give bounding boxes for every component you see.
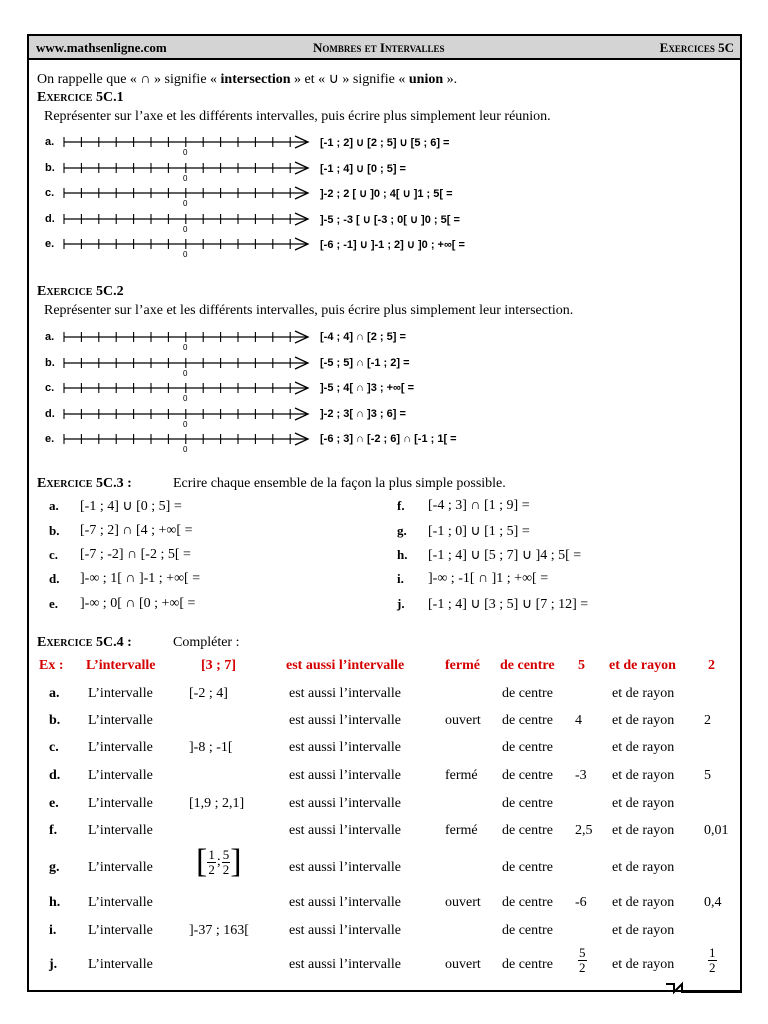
ex4-row-interval: [1,9 ; 2,1] [189,796,245,811]
ex4-title: Exercice 5C.4 : [37,635,132,650]
ex4-row-rayon-label: et de rayon [612,796,675,811]
ex4-row-centre-label: de centre [502,796,553,811]
ex4-row-letter: b. [49,713,61,728]
intro-text-4: » signifie « [342,72,406,87]
ex4-row-rayon: 2 [704,713,711,728]
ex2-instruction: Représenter sur l’axe et les différents intervalles, puis écrire plus simplement leur intersection. [44,303,574,318]
fraction-b-numerator: 5 [222,846,230,862]
ex4-row-rayon-label: et de rayon [612,957,675,972]
ex1-number-line-3 [62,211,312,235]
ex2-row-letter: d. [45,407,55,420]
ex4-row-centre-label: de centre [502,895,553,910]
fraction-a [207,848,216,877]
ex1-number-line-4 [62,236,312,260]
ex3-left-letter: c. [49,547,59,562]
intro-line [37,71,457,88]
ex3-right-letter: j. [397,596,405,611]
ex2-row-letter: c. [45,382,55,394]
ex4-row-rayon-label: et de rayon [612,686,675,701]
ex4-row-centre-label: de centre [502,713,553,728]
ex4-row-centre-label: de centre [502,740,553,755]
ex4-row-aussi: est aussi l’intervalle [289,768,401,783]
ex4-row-label: L’intervalle [88,686,153,701]
ex4-row-rayon-label: et de rayon [612,823,675,838]
ex4-example-rayon: 2 [708,658,715,673]
ex3-right-letter: i. [397,571,404,586]
ex4-row-type: ouvert [445,957,481,972]
ex4-row-label: L’intervalle [88,957,153,972]
axis-zero-label: 0 [183,445,188,454]
ex4-row-letter: i. [49,923,57,938]
exercise-code: Exercices 5C [659,40,734,55]
ex4-row-aussi: est aussi l’intervalle [289,957,401,972]
ex4-row-aussi: est aussi l’intervalle [289,923,401,938]
ex4-row-aussi: est aussi l’intervalle [289,740,401,755]
page-header [27,34,742,60]
ex4-row-rayon-label: et de rayon [612,768,675,783]
ex4-example-centre: 5 [578,658,585,673]
ex4-row-letter: j. [49,957,58,972]
ex4-row-aussi: est aussi l’intervalle [289,895,401,910]
intro-text-2: » signifie « [154,72,218,87]
ex4-row-label: L’intervalle [88,860,153,875]
ex4-row-letter: g. [49,860,60,875]
axis-zero-label: 0 [183,419,188,429]
intro-text-3: » et « [294,72,326,87]
ex2-row-expression: ]-2 ; 3[ ∩ ]3 ; 6] = [320,407,406,420]
ex4-row-rayon-label: et de rayon [612,860,675,875]
axis-zero-label: 0 [183,394,188,403]
ex4-row-rayon-label: et de rayon [612,895,675,910]
ex2-row-letter: e. [45,433,55,445]
ex4-row-centre-label: de centre [502,686,553,701]
ex1-row-expression: ]-5 ; -3 [ ∪ [-3 ; 0[ ∪ ]0 ; 5[ = [320,213,460,226]
ex4-row-centre-label: de centre [502,923,553,938]
axis-zero-label: 0 [183,250,188,259]
ex4-row-centre-fraction [578,946,587,975]
ex3-left-expression: [-7 ; 2] ∩ [4 ; +∞[ = [80,523,193,538]
intro-text-5: ». [446,72,458,87]
ex2-row-expression: ]-5 ; 4[ ∩ ]3 ; +∞[ = [320,382,415,394]
fraction-b [222,848,231,877]
ex1-row-expression: ]-2 ; 2 [ ∪ ]0 ; 4[ ∪ ]1 ; 5[ = [320,188,453,200]
ex3-right-letter: h. [397,547,408,562]
ex3-right-expression: [-4 ; 3] ∩ [1 ; 9] = [428,498,530,513]
ex4-row-aussi: est aussi l’intervalle [289,796,401,811]
ex4-row-interval: ]-8 ; -1[ [189,740,233,755]
ex3-title: Exercice 5C.3 : [37,476,132,491]
ex4-row-centre-label: de centre [502,957,553,972]
ex4-row-letter: a. [49,686,60,701]
ex1-row-letter: b. [45,161,55,174]
ex1-title: Exercice 5C.1 [37,90,124,105]
axis-zero-label: 0 [183,368,188,378]
ex4-row-rayon-label: et de rayon [612,740,675,755]
ex4-example-interval: [3 ; 7] [201,658,236,673]
ex2-number-line-0 [62,329,312,353]
ex4-row-type: fermé [445,823,478,838]
ex4-row-centre: -3 [575,768,587,783]
ex2-title: Exercice 5C.2 [37,284,124,299]
ex4-example-label: L’intervalle [86,658,156,673]
ex4-row-type: ouvert [445,895,481,910]
ex1-row-expression: [-1 ; 4] ∪ [0 ; 5] = [320,162,406,175]
ex2-number-line-1 [62,355,312,379]
ex1-row-letter: a. [45,136,55,148]
ex3-left-letter: b. [49,523,60,538]
ex4-example-rayon-label: et de rayon [609,658,676,673]
ex4-row-letter: e. [49,796,59,811]
ex4-row-label: L’intervalle [88,823,153,838]
ex4-row-letter: f. [49,823,58,838]
ex1-row-letter: d. [45,212,55,225]
ex3-right-expression: [-1 ; 4] ∪ [5 ; 7] ∪ ]4 ; 5[ = [428,548,582,563]
ex2-number-line-4 [62,431,312,455]
ex3-left-expression: [-1 ; 4] ∪ [0 ; 5] = [80,499,182,514]
axis-zero-label: 0 [183,199,188,208]
fraction-a-denominator: 2 [208,861,215,877]
ex1-number-line-1 [62,160,312,184]
page-title: Nombres et Intervalles [313,40,445,55]
ex4-row-interval-fraction [196,845,242,879]
left-bracket: [ [196,843,208,880]
ex4-row-rayon-fraction [708,946,717,975]
ex4-example-letter: Ex : [39,658,64,673]
ex4-row-aussi: est aussi l’intervalle [289,823,401,838]
ex4-row-centre-label: de centre [502,860,553,875]
ex4-row-label: L’intervalle [88,895,153,910]
ex4-row-label: L’intervalle [88,768,153,783]
ex4-row-aussi: est aussi l’intervalle [289,686,401,701]
ex4-row-centre-label: de centre [502,768,553,783]
ex4-row-rayon-fraction-denominator: 2 [709,960,716,975]
ex2-row-letter: a. [45,331,55,343]
ex1-row-expression: [-6 ; -1] ∪ ]-1 ; 2] ∪ ]0 ; +∞[ = [320,239,465,251]
ex1-row-expression: [-1 ; 2] ∪ [2 ; 5] ∪ [5 ; 6] = [320,137,450,149]
ex1-number-line-0 [62,134,312,158]
page-corner-mark [660,980,742,994]
ex3-left-expression: [-7 ; -2] ∩ [-2 ; 5[ = [80,547,191,562]
ex4-example-aussi: est aussi l’intervalle [286,658,405,673]
ex3-left-letter: d. [49,571,60,586]
ex4-row-letter: c. [49,740,59,755]
ex4-row-rayon: 0,01 [704,823,729,838]
intro-text-1: On rappelle que « [37,72,137,87]
ex1-row-letter: c. [45,187,55,199]
ex3-left-letter: e. [49,596,59,611]
ex4-row-type: ouvert [445,713,481,728]
ex4-row-centre-fraction-denominator: 2 [579,960,586,975]
axis-zero-label: 0 [183,148,188,157]
ex2-number-line-2 [62,380,312,404]
ex4-instruction: Compléter : [173,635,240,650]
ex3-right-expression: [-1 ; 4] ∪ [3 ; 5] ∪ [7 ; 12] = [428,597,589,612]
ex4-row-label: L’intervalle [88,923,153,938]
axis-zero-label: 0 [183,343,188,352]
ex2-number-line-3 [62,406,312,430]
ex4-row-interval: [-2 ; 4] [189,686,228,701]
ex4-row-centre: 2,5 [575,823,593,838]
ex3-left-letter: a. [49,498,59,513]
ex4-example-centre-label: de centre [500,658,555,673]
ex4-row-aussi: est aussi l’intervalle [289,713,401,728]
ex4-example-type: fermé [445,658,480,673]
ex3-right-letter: f. [397,498,405,513]
axis-zero-label: 0 [183,173,188,183]
ex3-left-expression: ]-∞ ; 0[ ∩ [0 ; +∞[ = [80,596,196,611]
union-word: union [408,72,444,87]
ex3-right-expression: ]-∞ ; -1[ ∩ ]1 ; +∞[ = [428,571,549,586]
site-url: www.mathsenligne.com [36,40,167,55]
ex3-right-expression: [-1 ; 0] ∪ [1 ; 5] = [428,524,530,539]
ex4-row-rayon-fraction-numerator: 1 [709,945,716,960]
separator: ; [216,854,221,869]
ex4-row-centre: 4 [575,713,582,728]
ex4-row-letter: h. [49,895,61,910]
ex2-row-letter: b. [45,356,55,369]
fraction-a-numerator: 1 [208,846,215,862]
ex4-row-centre: -6 [575,895,587,910]
ex4-row-interval: ]-37 ; 163[ [189,923,249,938]
ex2-row-expression: [-4 ; 4] ∩ [2 ; 5] = [320,331,406,343]
ex4-row-rayon: 5 [704,768,711,783]
ex4-row-centre-label: de centre [502,823,553,838]
intersection-word: intersection [220,72,291,87]
fraction-b-denominator: 2 [222,861,230,877]
ex4-row-label: L’intervalle [88,740,153,755]
ex1-number-line-2 [62,185,312,209]
ex4-row-label: L’intervalle [88,796,153,811]
ex1-row-letter: e. [45,238,55,250]
intersection-symbol: ∩ [140,72,151,87]
ex4-row-rayon-label: et de rayon [612,923,675,938]
ex3-right-letter: g. [397,523,407,538]
ex4-row-rayon-label: et de rayon [612,713,675,728]
right-bracket: ] [230,843,242,880]
ex4-row-aussi: est aussi l’intervalle [289,860,401,875]
ex1-instruction: Représenter sur l’axe et les différents intervalles, puis écrire plus simplement leur réunion. [44,109,551,124]
ex4-row-type: fermé [445,768,478,783]
ex3-left-expression: ]-∞ ; 1[ ∩ ]-1 ; +∞[ = [80,571,201,586]
ex2-row-expression: [-6 ; 3] ∩ [-2 ; 6] ∩ [-1 ; 1[ = [320,433,457,445]
ex4-row-letter: d. [49,768,61,783]
ex2-row-expression: [-5 ; 5] ∩ [-1 ; 2] = [320,356,410,369]
ex4-row-rayon: 0,4 [704,895,722,910]
ex3-instruction: Ecrire chaque ensemble de la façon la plus simple possible. [173,476,506,491]
ex4-row-label: L’intervalle [88,713,153,728]
union-symbol: ∪ [328,72,339,87]
axis-zero-label: 0 [183,224,188,234]
ex4-row-centre-fraction-numerator: 5 [579,945,586,960]
